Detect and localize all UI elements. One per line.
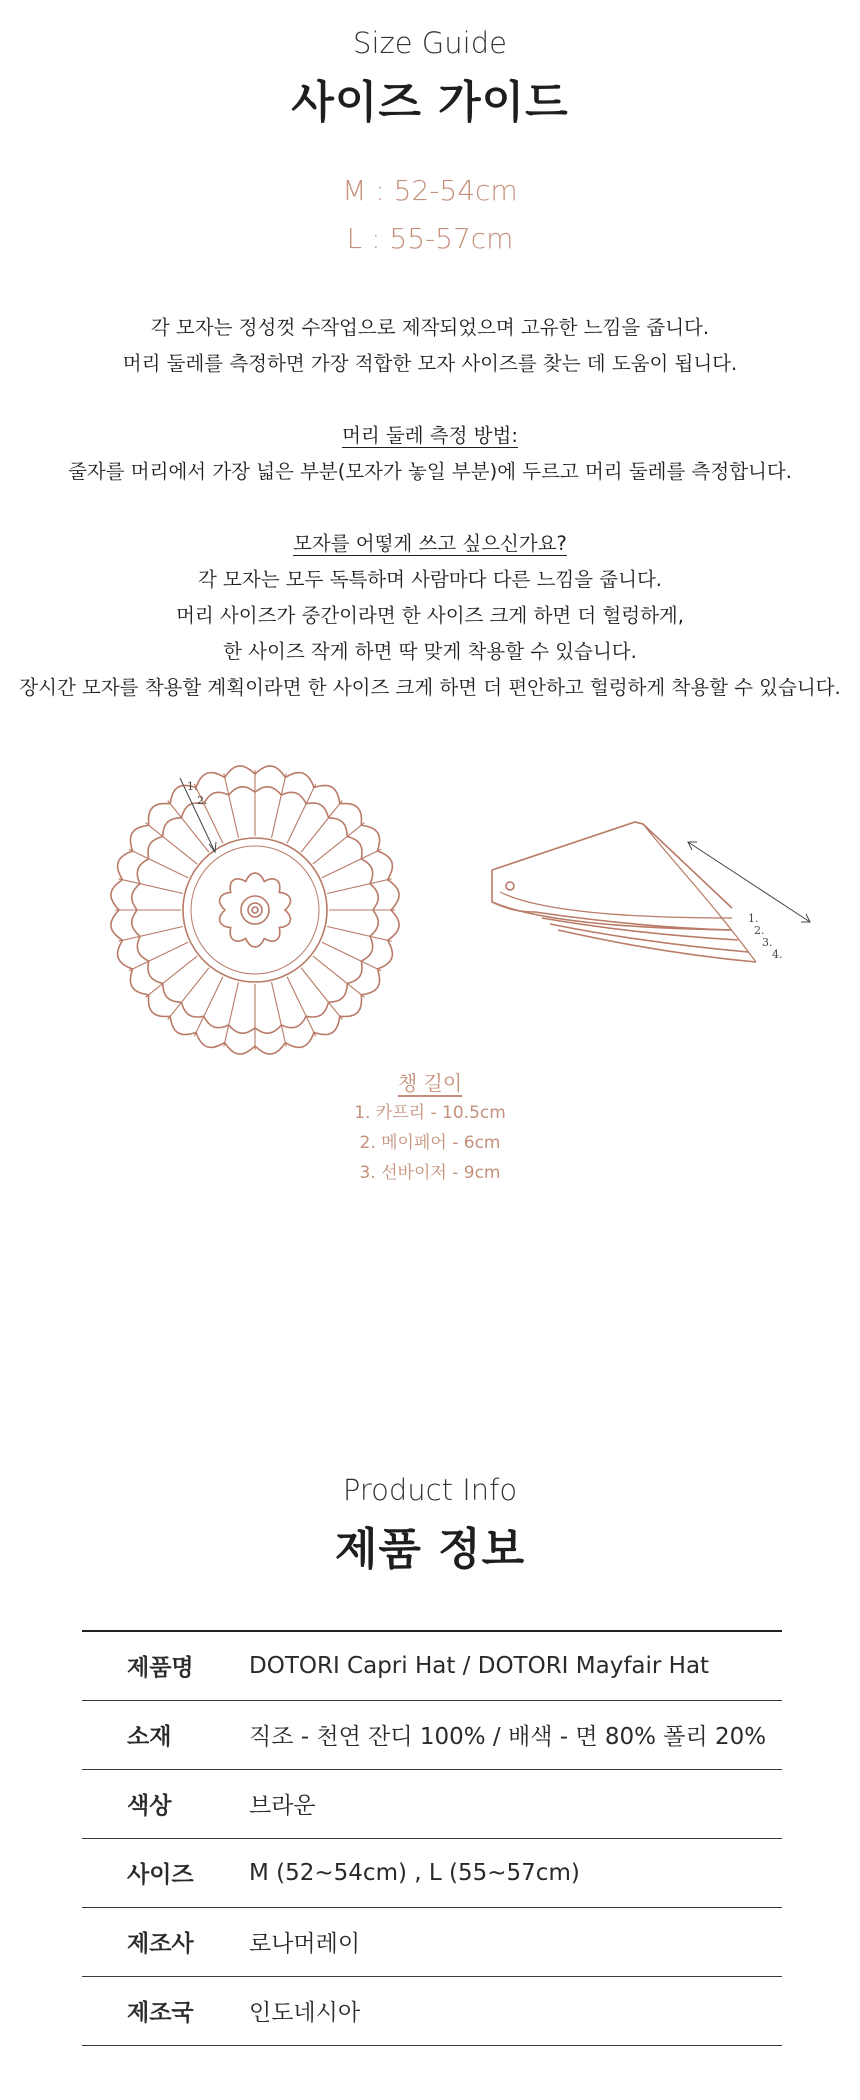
wear-section bbox=[0, 526, 860, 706]
brim-length-legend bbox=[0, 1068, 860, 1188]
row-value: 브라운 bbox=[249, 1793, 316, 1819]
table-row bbox=[82, 1631, 782, 1700]
measure-title: 머리 둘레 측정 방법: bbox=[342, 424, 518, 447]
row-label: 색상 bbox=[127, 1793, 172, 1819]
round-label: 2. bbox=[197, 794, 208, 807]
wear-title: 모자를 어떻게 쓰고 싶으신가요? bbox=[293, 532, 567, 555]
hat-pleat-line bbox=[146, 956, 198, 997]
measure-text: 줄자를 머리에서 가장 넓은 부분(모자가 놓일 부분)에 두르고 머리 둘레를 측정합니다. bbox=[68, 460, 792, 483]
visor-measure-arrow bbox=[688, 842, 810, 922]
row-label: 소재 bbox=[127, 1724, 172, 1750]
hat-crown-band bbox=[191, 846, 319, 974]
hat-pleat-line bbox=[146, 823, 198, 864]
visor-label: 1. bbox=[748, 912, 759, 925]
measure-section bbox=[0, 418, 860, 490]
intro-line: 머리 둘레를 측정하면 가장 적합한 모자 사이즈를 찾는 데 도움이 됩니다. bbox=[122, 352, 738, 375]
size-guide-title-ko: 사이즈 가이드 bbox=[291, 77, 569, 128]
row-label: 사이즈 bbox=[127, 1862, 194, 1888]
row-value: 로나머레이 bbox=[249, 1931, 361, 1957]
hat-pleat-line bbox=[224, 982, 239, 1046]
brim-item: 2. 메이페어 - 6cm bbox=[359, 1133, 501, 1153]
table-row bbox=[82, 1838, 782, 1907]
wear-line: 장시간 모자를 착용할 계획이라면 한 사이즈 크게 하면 더 편안하고 헐렁하게 착용할 수 있습니다. bbox=[19, 676, 841, 699]
hat-crown-outer bbox=[183, 838, 327, 982]
product-info-title-en: Product Info bbox=[342, 1473, 518, 1507]
size-guide-title-en: Size Guide bbox=[353, 26, 507, 60]
row-value: 직조 - 천연 잔디 100% / 배색 - 면 80% 폴리 20% bbox=[249, 1724, 767, 1750]
visor-top-edge bbox=[492, 822, 732, 908]
hat-pleat-line bbox=[301, 801, 342, 853]
hat-pleat-line bbox=[168, 968, 209, 1020]
row-value: M (52~54cm) , L (55~57cm) bbox=[249, 1859, 580, 1886]
hat-brim-pleats bbox=[115, 770, 395, 1050]
hat-pleat-line bbox=[272, 774, 287, 838]
round-label: 1. bbox=[187, 780, 198, 793]
hat-pleat-line bbox=[119, 927, 183, 942]
visor-label: 2. bbox=[754, 924, 765, 937]
intro-text bbox=[0, 310, 860, 382]
visor-label: 4. bbox=[772, 948, 783, 961]
hat-pleat-line bbox=[119, 879, 183, 894]
hat-top-knot-center bbox=[252, 907, 258, 913]
product-info-table bbox=[82, 1630, 782, 2046]
hat-pleat-line bbox=[301, 968, 342, 1020]
visor-band-lower bbox=[492, 902, 535, 912]
brim-item: 3. 선바이저 - 9cm bbox=[359, 1163, 501, 1183]
brim-item: 1. 카프리 - 10.5cm bbox=[354, 1103, 506, 1123]
hat-crown-flower bbox=[220, 873, 291, 947]
wear-line: 머리 사이즈가 중간이라면 한 사이즈 크게 하면 더 헐렁하게, bbox=[176, 604, 684, 627]
visor-snap-button bbox=[506, 882, 514, 890]
row-label: 제조국 bbox=[127, 2000, 194, 2026]
visor-side-curve bbox=[643, 824, 756, 962]
size-list bbox=[0, 167, 860, 263]
brim-measure-arrow bbox=[180, 778, 216, 852]
row-label: 제품명 bbox=[127, 1655, 194, 1682]
hat-pleat-line bbox=[313, 823, 365, 864]
brim-title: 챙 길이 bbox=[397, 1071, 463, 1095]
hat-pleat-line bbox=[327, 879, 391, 894]
intro-line: 각 모자는 정성껏 수작업으로 제작되었으며 고유한 느낌을 줍니다. bbox=[150, 316, 710, 339]
hat-pleat-line bbox=[313, 956, 365, 997]
visor-diagram bbox=[480, 800, 830, 1020]
visor-label: 3. bbox=[762, 936, 773, 949]
row-value: 인도네시아 bbox=[249, 2000, 361, 2026]
table-row bbox=[82, 1976, 782, 2045]
hat-pleat-line bbox=[272, 982, 287, 1046]
hat-pleat-line bbox=[224, 774, 239, 838]
size-m: M : 52-54cm bbox=[342, 174, 518, 207]
wear-line: 한 사이즈 작게 하면 딱 맞게 착용할 수 있습니다. bbox=[223, 640, 637, 663]
row-label: 제조사 bbox=[127, 1931, 194, 1957]
hat-top-knot-inner bbox=[248, 903, 262, 917]
table-row bbox=[82, 1769, 782, 1838]
hat-top-knot bbox=[241, 896, 269, 924]
round-hat-diagram bbox=[105, 760, 405, 1060]
row-value: DOTORI Capri Hat / DOTORI Mayfair Hat bbox=[249, 1652, 710, 1679]
size-l: L : 55-57cm bbox=[346, 222, 514, 255]
table-row bbox=[82, 1700, 782, 1769]
visor-brim-edge-4 bbox=[558, 930, 756, 962]
table-row bbox=[82, 1907, 782, 1976]
wear-line: 각 모자는 모두 독특하며 사람마다 다른 느낌을 줍니다. bbox=[197, 568, 662, 591]
hat-pleat-line bbox=[327, 927, 391, 942]
product-info-title-ko: 제품 정보 bbox=[334, 1524, 526, 1575]
